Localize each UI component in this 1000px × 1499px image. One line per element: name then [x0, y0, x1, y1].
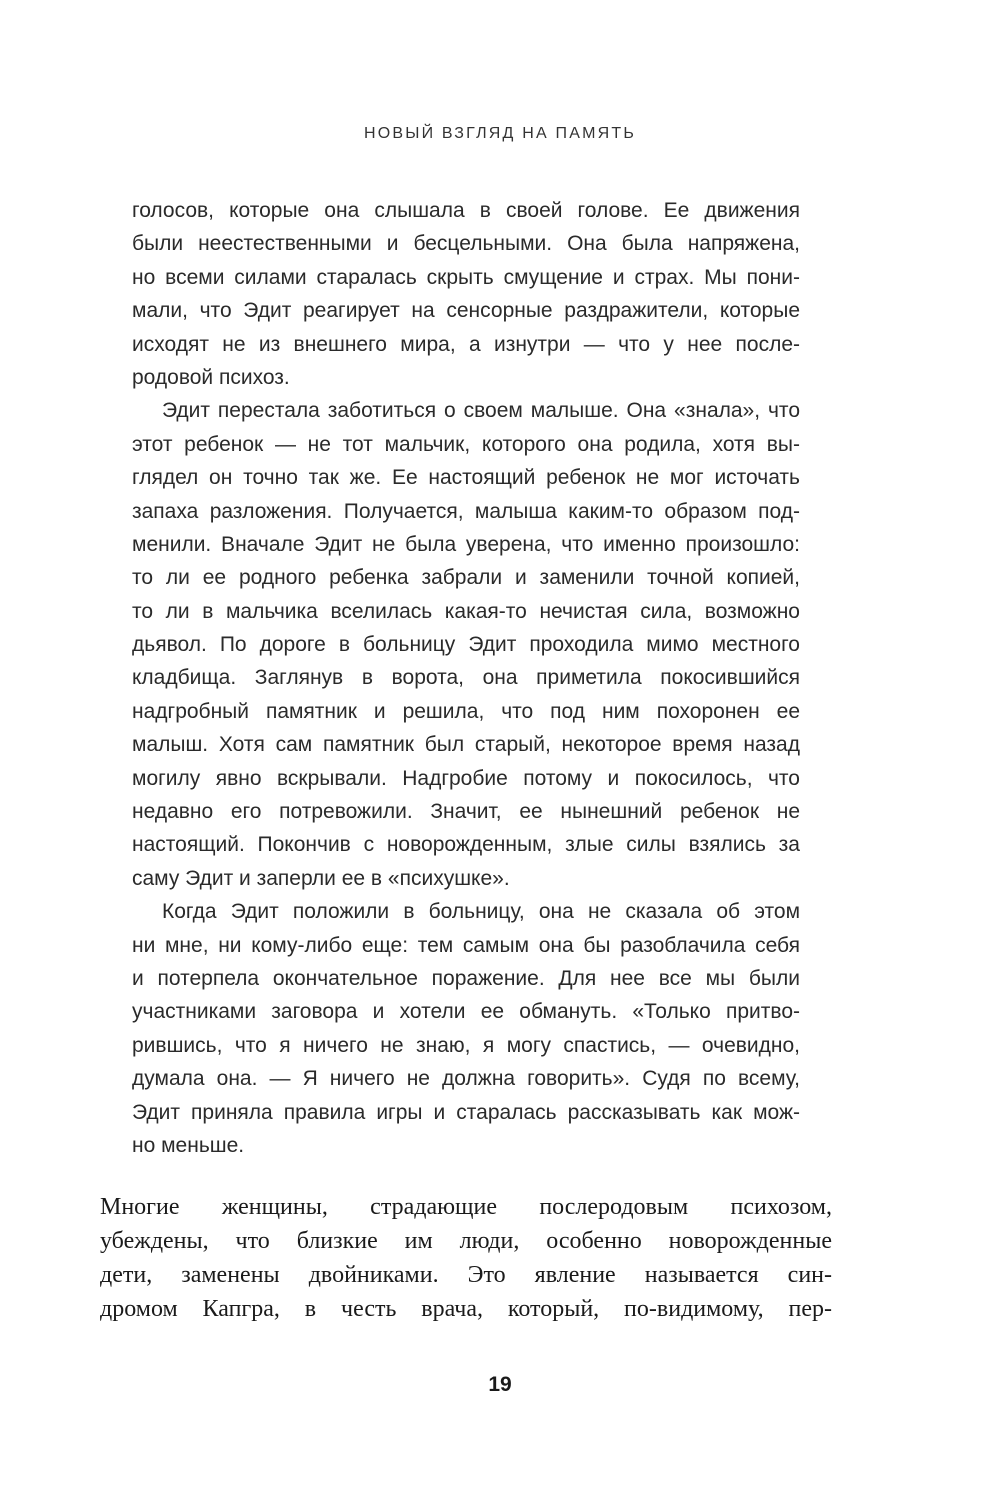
text-line: кладбища. Заглянув в ворота, она приметила покосившийся — [132, 666, 800, 690]
text-line: настоящий. Покончив с новорожденным, злые силы взялись за — [132, 833, 800, 857]
text-line: голосов, которые она слышала в своей голове. Ее движения — [132, 199, 800, 222]
text-line: надгробный памятник и решила, что под ним похоронен ее — [132, 699, 800, 723]
text-line: но меньше. — [132, 1133, 245, 1157]
text-line: рившись, что я ничего не знаю, я могу спастись, — очевидно, — [132, 1033, 800, 1057]
text-line: недавно его потревожили. Значит, ее нынешний ребенок не — [132, 800, 800, 824]
text-line: менили. Вначале Эдит не была уверена, что именно произошло: — [132, 532, 800, 556]
text-line: Многие женщины, страдающие послеродовым психозом, — [100, 1194, 832, 1220]
text-line: исходят не из внешнего мира, а изнутри — что у нее после- — [132, 332, 800, 356]
text-line: саму Эдит и заперли ее в «психушке». — [132, 866, 510, 890]
text-line: могилу явно вскрывали. Надгробие потому и покосилось, что — [132, 766, 800, 790]
text-line: дьявол. По дороге в больницу Эдит проходила мимо местного — [132, 633, 800, 657]
text-line: участниками заговора и хотели ее обмануть. «Только притво- — [132, 1000, 800, 1024]
text-line: убеждены, что близкие им люди, особенно новорожденные — [100, 1228, 832, 1254]
text-line: и потерпела окончательное поражение. Для нее все мы были — [132, 966, 800, 990]
text-line: глядел он точно так же. Ее настоящий ребенок не мог источать — [132, 466, 800, 490]
page-number: 19 — [488, 1373, 512, 1396]
text-line: мали, что Эдит реагирует на сенсорные раздражители, которые — [132, 299, 800, 323]
text-line: родовой психоз. — [132, 365, 290, 389]
running-header: НОВЫЙ ВЗГЛЯД НА ПАМЯТЬ — [363, 125, 637, 142]
quote-paragraph-2 — [132, 394, 800, 895]
text-line: Когда Эдит положили в больницу, она не сказала об этом — [162, 900, 800, 924]
text-line: этот ребенок — не тот мальчик, которого она родила, хотя вы- — [132, 432, 800, 456]
text-line: то ли ее родного ребенка забрали и заменили точной копией, — [132, 566, 800, 590]
text-line: были неестественными и бесцельными. Она была напряжена, — [132, 232, 800, 256]
text-line: ни мне, ни кому-либо еще: тем самым она бы разоблачила себя — [132, 933, 800, 957]
text-line: дромом Капгра, в честь врача, который, по-видимому, пер- — [100, 1296, 832, 1322]
text-line: думала она. — Я ничего не должна говорить». Судя по всему, — [132, 1067, 800, 1091]
text-line: запаха разложения. Получается, малыша каким-то образом под- — [132, 499, 800, 523]
text-line: то ли в мальчика вселилась какая-то нечистая сила, возможно — [132, 599, 800, 623]
text-line: дети, заменены двойниками. Это явление называется син- — [100, 1262, 832, 1288]
text-line: Эдит перестала заботиться о своем малыше. Она «знала», что — [162, 399, 800, 423]
text-line: Эдит приняла правила игры и старалась рассказывать как мож- — [132, 1100, 800, 1124]
text-line: малыш. Хотя сам памятник был старый, некоторое время назад — [132, 733, 800, 757]
case-quote-block — [132, 194, 800, 1162]
quote-paragraph-3 — [132, 895, 800, 1162]
main-body-text — [100, 1190, 832, 1326]
quote-paragraph-1 — [132, 194, 800, 394]
text-line: но всеми силами старалась скрыть смущение и страх. Мы пони- — [132, 265, 800, 289]
